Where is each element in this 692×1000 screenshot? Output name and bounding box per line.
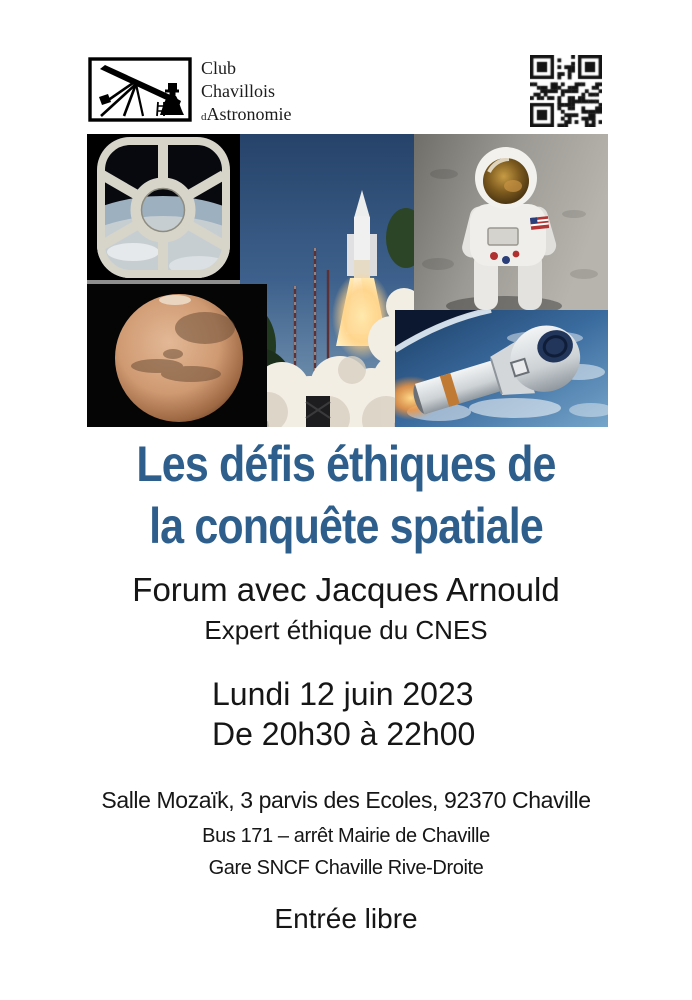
- title-line-2: la conquête spatiale: [149, 498, 543, 554]
- telescope-icon: [88, 57, 192, 122]
- bus-info: Bus 171 – arrêt Mairie de Chaville: [202, 825, 490, 847]
- speaker-role: Expert éthique du CNES: [204, 615, 488, 645]
- free-entry: Entrée libre: [274, 903, 418, 934]
- event-date: Lundi 12 juin 2023: [212, 676, 474, 712]
- club-name-line3: dAstronomie: [201, 104, 292, 124]
- event-time: De 20h30 à 22h00: [212, 716, 476, 752]
- mars-photo: [87, 284, 267, 427]
- club-name-line1: Club: [201, 58, 237, 78]
- train-info: Gare SNCF Chaville Rive-Droite: [208, 857, 484, 879]
- photo-collage: [87, 134, 608, 427]
- title-line-1: Les défis éthiques de: [136, 436, 556, 492]
- forum-line: Forum avec Jacques Arnould: [132, 571, 560, 608]
- iss-cupola-photo: [87, 134, 240, 284]
- club-logo: [88, 57, 192, 122]
- club-name-line2: Chavillois: [201, 81, 276, 101]
- qr-code: [530, 55, 602, 127]
- astronaut-moon-photo: [414, 134, 608, 310]
- club-name-prefix: d: [201, 111, 207, 123]
- club-name: [201, 57, 361, 129]
- venue-address: Salle Mozaïk, 3 parvis des Ecoles, 92370 Chaville: [101, 787, 591, 813]
- event-title: [48, 433, 643, 557]
- starliner-photo: [395, 310, 608, 427]
